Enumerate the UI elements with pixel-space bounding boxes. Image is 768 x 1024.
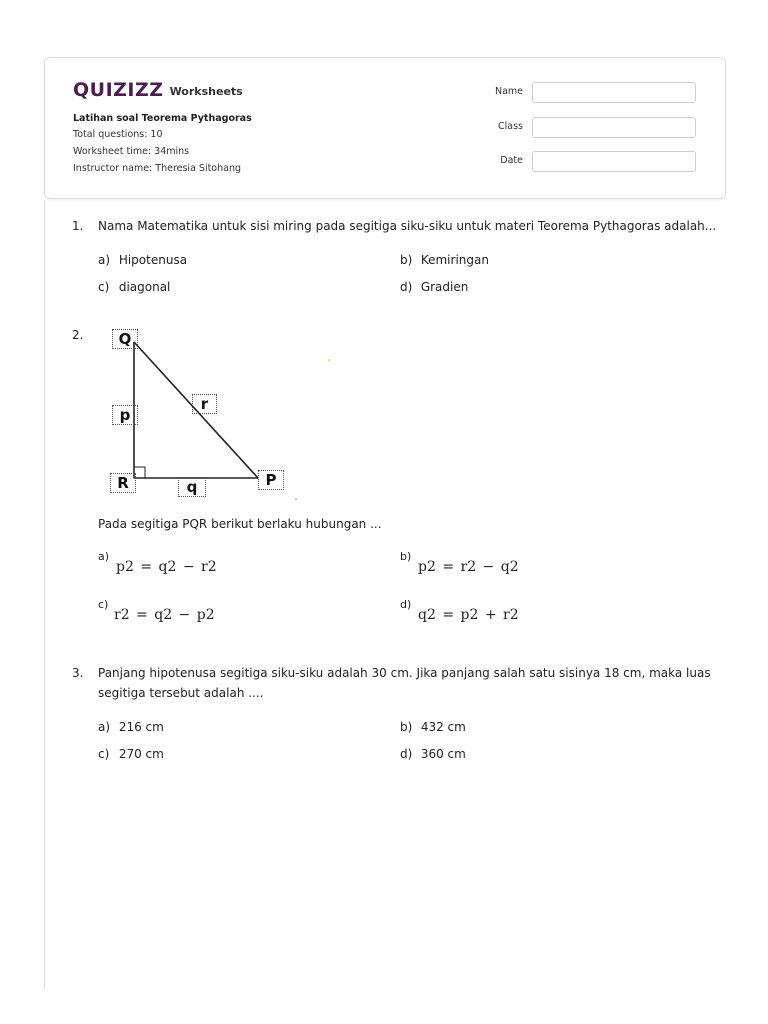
option-letter: a) [98,253,111,267]
question-2-text: Pada segitiga PQR berikut berlaku hubungan ... [98,517,382,531]
option-formula: p2 = q2 − r2 [116,559,217,575]
date-label: Date [500,155,523,166]
name-field[interactable] [532,82,696,103]
option-letter: c) [98,598,109,611]
vertex-q-label: Q [112,329,138,349]
question-1-option-b[interactable] [400,253,489,267]
option-letter: b) [400,550,412,563]
option-text: Hipotenusa [118,253,188,267]
option-text: diagonal [118,280,171,294]
class-label: Class [498,121,523,132]
question-1-option-a[interactable] [98,253,187,267]
class-field[interactable] [532,117,696,138]
question-1-text: Nama Matematika untuk sisi miring pada segitiga siku-siku untuk materi Teorema Pythagoras adalah... [98,219,717,233]
option-letter: d) [400,280,413,294]
question-3-number: 3. [72,666,84,680]
vertex-r-label: R [110,473,136,493]
option-letter: c) [98,280,110,294]
question-1-option-c[interactable] [98,280,170,294]
option-formula: q2 = p2 + r2 [418,607,519,623]
instructor-name: Instructor name: Theresia Sitohang [73,163,242,174]
option-letter: d) [400,747,413,761]
worksheet-title: Latihan soal Teorema Pythagoras [73,113,252,124]
question-3-text-line1: Panjang hipotenusa segitiga siku-siku adalah 30 cm. Jika panjang salah satu sisinya 18 cm, maka luas [98,666,711,680]
worksheet-header [44,57,726,199]
worksheet-time: Worksheet time: 34mins [73,146,190,157]
question-3-option-b[interactable] [400,720,466,734]
quizizz-logo [73,78,243,102]
question-3-option-c[interactable] [98,747,164,761]
option-text: 432 cm [420,720,466,734]
logo-subtitle: Worksheets [169,84,243,98]
option-text: Kemiringan [420,253,489,267]
question-3-option-d[interactable] [400,747,466,761]
page-left-border [44,200,45,988]
side-q-label: q [178,477,206,497]
option-letter: a) [98,550,110,563]
option-formula: r2 = q2 − p2 [114,607,215,623]
option-letter: a) [98,720,111,734]
question-3-text-line2: segitiga tersebut adalah .... [98,686,264,700]
question-3-option-a[interactable] [98,720,164,734]
total-questions: Total questions: 10 [73,129,163,140]
option-text: Gradien [420,280,469,294]
option-letter: c) [98,747,110,761]
question-1-option-d[interactable] [400,280,468,294]
option-formula: p2 = r2 − q2 [418,559,519,575]
logo-wordmark: QUIZIZZ [73,79,164,101]
stray-dot [328,359,330,361]
side-p-label: p [112,405,138,425]
vertex-p-label: P [258,470,284,490]
option-text: 216 cm [118,720,164,734]
question-2-number: 2. [72,328,84,342]
date-field[interactable] [532,151,696,172]
side-r-label: r [192,394,217,414]
option-letter: d) [400,598,412,611]
option-letter: b) [400,720,413,734]
option-letter: b) [400,253,413,267]
question-1-number: 1. [72,219,84,233]
option-text: 360 cm [420,747,466,761]
option-text: 270 cm [118,747,164,761]
stray-dot [295,498,297,500]
name-label: Name [494,86,523,97]
